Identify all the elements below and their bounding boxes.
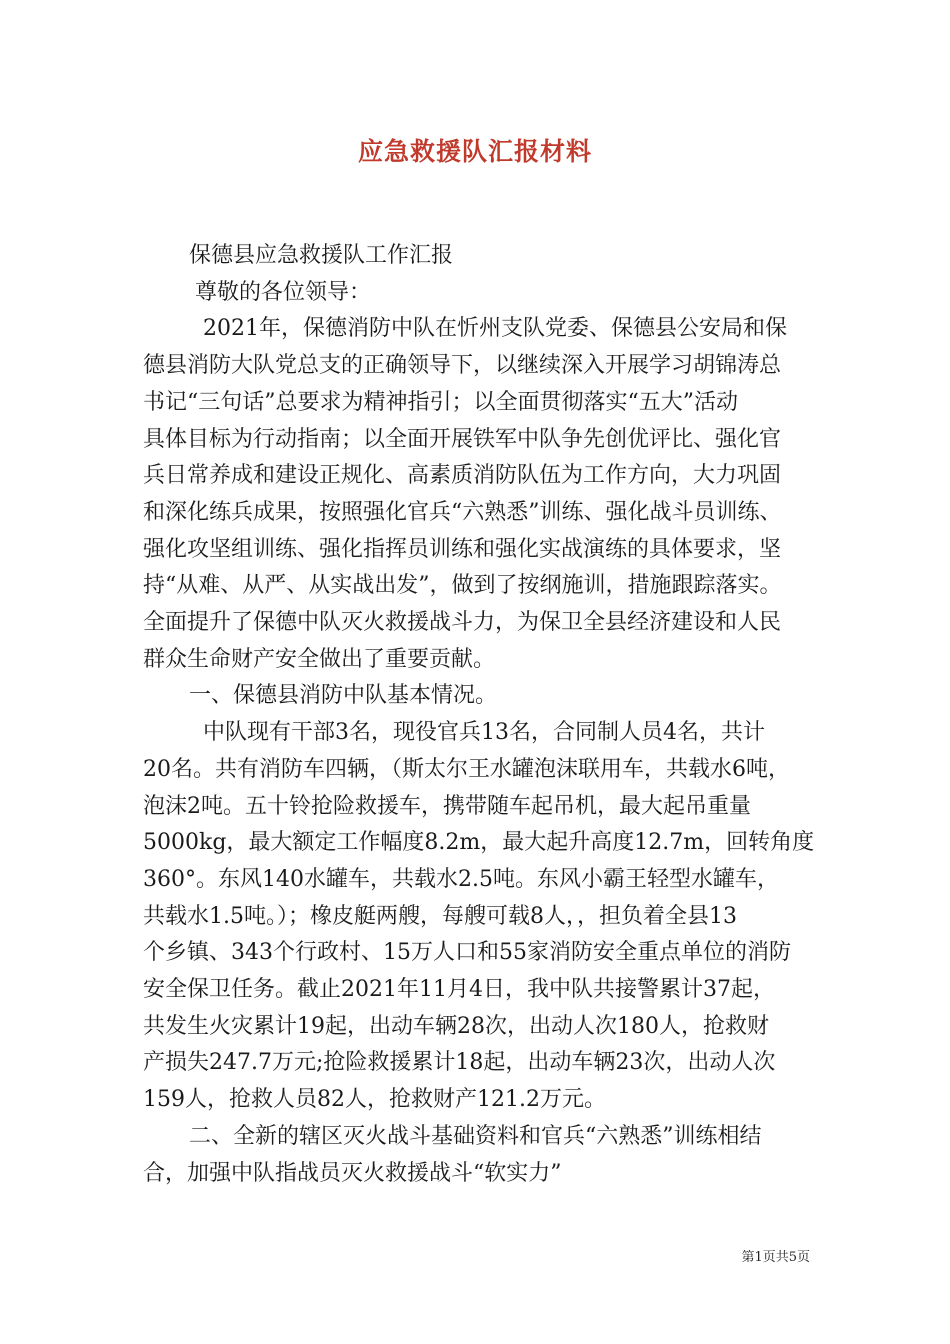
paragraph-line: 2021年，保德消防中队在忻州支队党委、保德县公安局和保 xyxy=(203,316,787,342)
paragraph-line: 全面提升了保德中队灭火救援战斗力，为保卫全县经济建设和人民 xyxy=(143,610,782,636)
paragraph-line: 具体目标为行动指南；以全面开展铁军中队争先创优评比、强化官 xyxy=(143,426,782,452)
document-title: 应急救援队汇报材料 xyxy=(357,137,592,166)
section-heading-1 xyxy=(143,678,820,715)
paragraph-line: 共载水1.5吨。）；橡皮艇两艘，每艘可载8人，，担负着全县13 xyxy=(143,903,737,929)
paragraph-line: 产损失247.7万元;抢险救援累计18起，出动车辆23次，出动人次 xyxy=(143,1050,776,1076)
document-body xyxy=(143,238,820,1192)
paragraph-line: 德县消防大队党总支的正确领导下，以继续深入开展学习胡锦涛总 xyxy=(143,353,782,379)
paragraph-line: 20名。共有消防车四辆，（斯太尔王水罐泡沫联用车，共载水6吨， xyxy=(143,756,790,782)
paragraph-line: 共发生火灾累计19起，出动车辆28次，出动人次180人，抢救财 xyxy=(143,1013,769,1039)
paragraph-line: 和深化练兵成果，按照强化官兵“六熟悉”训练、强化战斗员训练、 xyxy=(143,499,782,525)
paragraph-line: 360°。东风140水罐车，共载水2.5吨。东风小霸王轻型水罐车， xyxy=(143,866,779,892)
section-heading-line: 二、全新的辖区灭火战斗基础资料和官兵“六熟悉”训练相结 xyxy=(189,1123,762,1149)
section-heading-line: 合，加强中队指战员灭火救援战斗“软实力” xyxy=(143,1160,562,1186)
paragraph-intro xyxy=(143,311,820,678)
page-number-footer: 第1页共5页 xyxy=(741,1250,810,1265)
paragraph-line: 强化攻坚组训练、强化指挥员训练和强化实战演练的具体要求，坚 xyxy=(143,536,782,562)
paragraph-line: 群众生命财产安全做出了重要贡献。 xyxy=(143,646,496,672)
paragraph-line: 中队现有干部3名，现役官兵13名，合同制人员4名，共计 xyxy=(203,720,765,746)
paragraph-line: 兵日常养成和建设正规化、高素质消防队伍为工作方向，大力巩固 xyxy=(143,463,782,489)
paragraph-line: 个乡镇、343个行政村、15万人口和55家消防安全重点单位的消防 xyxy=(143,940,791,966)
paragraph-basic-info xyxy=(143,715,820,1119)
paragraph-line: 5000kg，最大额定工作幅度8.2m，最大起升高度12.7m，回转角度 xyxy=(143,830,815,856)
paragraph-line: 书记“三句话”总要求为精神指引；以全面贯彻落实“五大”活动 xyxy=(143,389,738,415)
section-heading-line: 一、保德县消防中队基本情况。 xyxy=(189,683,498,709)
paragraph-line: 159人，抢救人员82人，抢救财产121.2万元。 xyxy=(143,1087,606,1113)
report-heading: 保德县应急救援队工作汇报 xyxy=(189,243,454,268)
section-heading-2 xyxy=(143,1119,820,1192)
salutation: 尊敬的各位领导： xyxy=(195,279,372,305)
paragraph-line: 泡沫2吨。五十铃抢险救援车，携带随车起吊机，最大起吊重量 xyxy=(143,793,751,819)
paragraph-line: 持“从难、从严、从实战出发”，做到了按纲施训，措施跟踪落实。 xyxy=(143,573,782,599)
paragraph-line: 安全保卫任务。截止2021年11月4日，我中队共接警累计37起， xyxy=(143,977,775,1003)
